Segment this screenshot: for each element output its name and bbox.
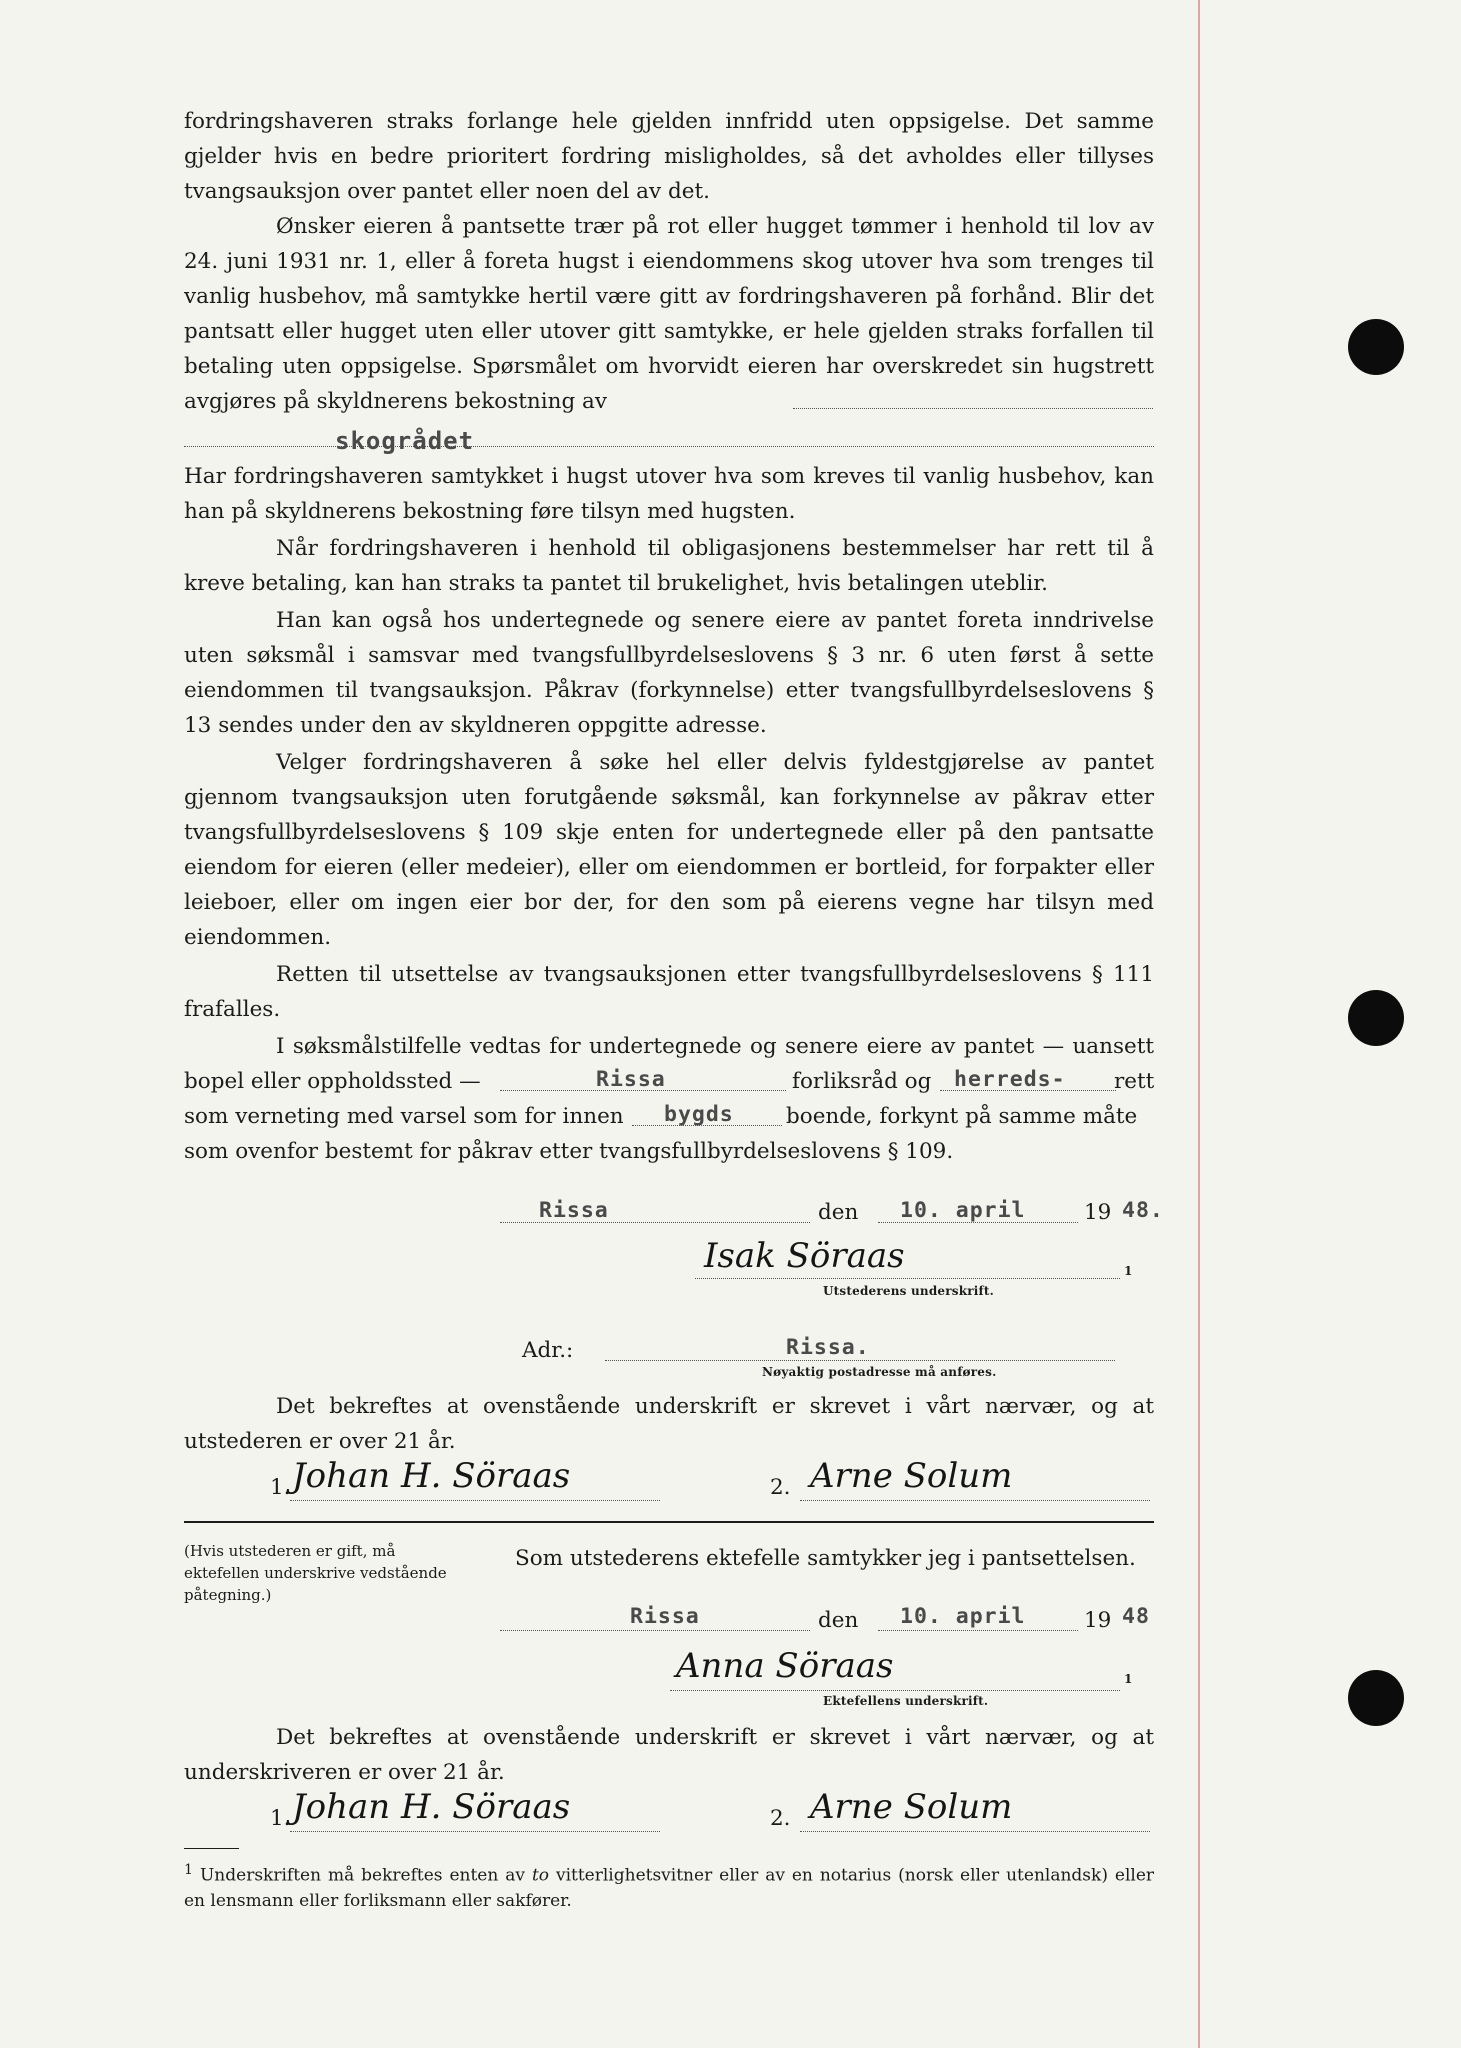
venue-text: som verneting med varsel som for innen: [184, 1104, 624, 1129]
punch-hole: [1348, 1670, 1404, 1726]
spouse-note: (Hvis utstederen er gift, må ektefellen underskrive vedstående påtegning.): [184, 1542, 447, 1604]
signature-line: [695, 1278, 1120, 1279]
paragraph-supervision: Har fordringshaveren samtykket i hugst utover hva som kreves til vanlig husbehov, kan han på skyldnerens bekostning føre tilsyn med hugsten.: [184, 464, 1154, 524]
spouse-place: Rissa: [630, 1604, 700, 1629]
margin-line: [1198, 0, 1200, 2048]
paragraph-venue-line1: I søksmålstilfelle vedtas for undertegnede og senere eiere av pantet — uansett: [276, 1034, 1154, 1059]
paragraph-logging: [184, 209, 1154, 419]
paragraph-default: fordringshaveren straks forlange hele gjelden innfridd uten oppsigelse. Det samme gjelder hvis en bedre prioritert fordring misligholdes, så det avholdes eller tillyses tvangsauksjon over pantet eller noen del av det.: [184, 109, 1154, 204]
footnote-text: vitterlighetsvitner eller av en notarius (norsk eller utenlandsk) eller en lensmann eller forliksmann eller sakfører.: [184, 1865, 1155, 1911]
paragraph-logging-text: Ønsker eieren å pantsette trær på rot eller hugget tømmer i henhold til lov av 24. juni 1931 nr. 1, eller å foreta hugst i eiendommens skog utover hva som trenges til vanlig husbehov, må samtykke hertil være gitt av fordringshaveren på forhånd. Blir det pantsatt eller hugget uten eller utover gitt samtykke, er hele gjelden straks forfallen til betaling uten oppsigelse. Spørsmålet om hvorvidt eieren har overskredet sin hugstrett avgjøres på skyldnerens bekostning av: [184, 214, 1154, 414]
issuer-year-prefix: 19: [1084, 1200, 1112, 1225]
punch-hole: [1348, 990, 1404, 1046]
footnote-ref: 1: [1124, 1672, 1133, 1686]
footnote-divider: [184, 1848, 239, 1849]
spouse-year: 48: [1122, 1604, 1150, 1629]
section-divider: [184, 1521, 1154, 1523]
venue-text: rett: [1114, 1069, 1155, 1094]
punch-hole: [1348, 319, 1404, 375]
signature-line: [800, 1500, 1150, 1501]
signature-line: [670, 1690, 1120, 1691]
venue-place-value: Rissa: [596, 1067, 666, 1092]
venue-text: bopel eller oppholdssted —: [184, 1069, 481, 1094]
address-label: Adr.:: [522, 1338, 574, 1363]
logging-authority-value: skogrådet: [335, 427, 475, 455]
witness2-signature: Arne Solum: [810, 1456, 1013, 1496]
venue-text: boende, forkynt på samme måte: [786, 1104, 1138, 1129]
witness1-number: 1.: [270, 1806, 291, 1831]
witness-statement: Det bekreftes at ovenstående underskrift er skrevet i vårt nærvær, og at utstederen er over 21 år.: [184, 1394, 1154, 1454]
spouse-year-prefix: 19: [1084, 1608, 1112, 1633]
footnote-ref: 1: [1124, 1264, 1133, 1278]
issuer-signature: Isak Söraas: [704, 1236, 905, 1276]
issuer-year: 48.: [1122, 1198, 1164, 1223]
venue-text: forliksråd og: [792, 1069, 932, 1094]
witness1-signature: Johan H. Söraas: [292, 1787, 571, 1827]
witness1-number: 1.: [270, 1475, 291, 1500]
spouse-den-label: den: [818, 1608, 859, 1633]
witness2-signature: Arne Solum: [810, 1787, 1013, 1827]
signature-line: [800, 1831, 1150, 1832]
footnote-emphasis: to: [531, 1865, 550, 1886]
signature-line: [290, 1500, 660, 1501]
address-value: Rissa.: [786, 1335, 870, 1360]
paragraph-payment: Når fordringshaveren i henhold til obligasjonens bestemmelser har rett til å kreve betaling, kan han straks ta pantet til brukelighet, hvis betalingen uteblir.: [184, 536, 1154, 596]
fill-line: [184, 446, 1154, 447]
issuer-date: 10. april: [900, 1198, 1026, 1223]
witness-statement: Det bekreftes at ovenstående underskrift er skrevet i vårt nærvær, og at underskriveren er over 21 år.: [184, 1725, 1154, 1785]
paragraph-postponement: Retten til utsettelse av tvangsauksjonen etter tvangsfullbyrdelseslovens § 111 frafalles.: [184, 962, 1154, 1022]
venue-area-value: bygds: [664, 1102, 734, 1127]
footnote-text: Underskriften må bekreftes enten av: [199, 1865, 525, 1886]
signature-line: [290, 1831, 660, 1832]
spouse-date: 10. april: [900, 1604, 1026, 1629]
spouse-consent: Som utstederens ektefelle samtykker jeg i pantsettelsen.: [515, 1546, 1136, 1571]
issuer-place: Rissa: [539, 1198, 609, 1223]
witness2-number: 2.: [770, 1475, 791, 1500]
spouse-signature: Anna Söraas: [676, 1646, 894, 1686]
footnote: [184, 1858, 1154, 1914]
witness2-number: 2.: [770, 1806, 791, 1831]
footnote-marker: 1: [184, 1862, 194, 1878]
spouse-signature-caption: Ektefellens underskrift.: [823, 1694, 989, 1708]
issuer-den-label: den: [818, 1200, 859, 1225]
venue-text: som ovenfor bestemt for påkrav etter tvangsfullbyrdelseslovens § 109.: [184, 1139, 954, 1164]
witness1-signature: Johan H. Söraas: [292, 1456, 571, 1496]
paragraph-enforcement: Han kan også hos undertegnede og senere eiere av pantet foreta inndrivelse uten søksmål i samsvar med tvangsfullbyrdelseslovens § 3 nr. 6 uten først å sette eiendommen til tvangsauksjon. Påkrav (forkynnelse) etter tvangsfullbyrdelseslovens § 13 sendes under den av skyldneren oppgitte adresse.: [184, 608, 1154, 738]
paragraph-auction: Velger fordringshaveren å søke hel eller delvis fyldestgjørelse av pantet gjennom tvangsauksjon uten forutgående søksmål, kan forkynnelse av påkrav etter tvangsfullbyrdelseslovens § 109 skje enten for undertegnede eller på den pantsatte eiendom for eieren (eller medeier), eller om eiendommen er bortleid, for forpakter eller leieboer, eller om ingen eier bor der, for den som på eierens vegne har tilsyn med eiendommen.: [184, 750, 1154, 950]
venue-court-value: herreds-: [954, 1067, 1066, 1092]
fill-line: [793, 408, 1153, 409]
issuer-signature-caption: Utstederens underskrift.: [823, 1284, 995, 1298]
address-caption: Nøyaktig postadresse må anføres.: [762, 1365, 997, 1379]
